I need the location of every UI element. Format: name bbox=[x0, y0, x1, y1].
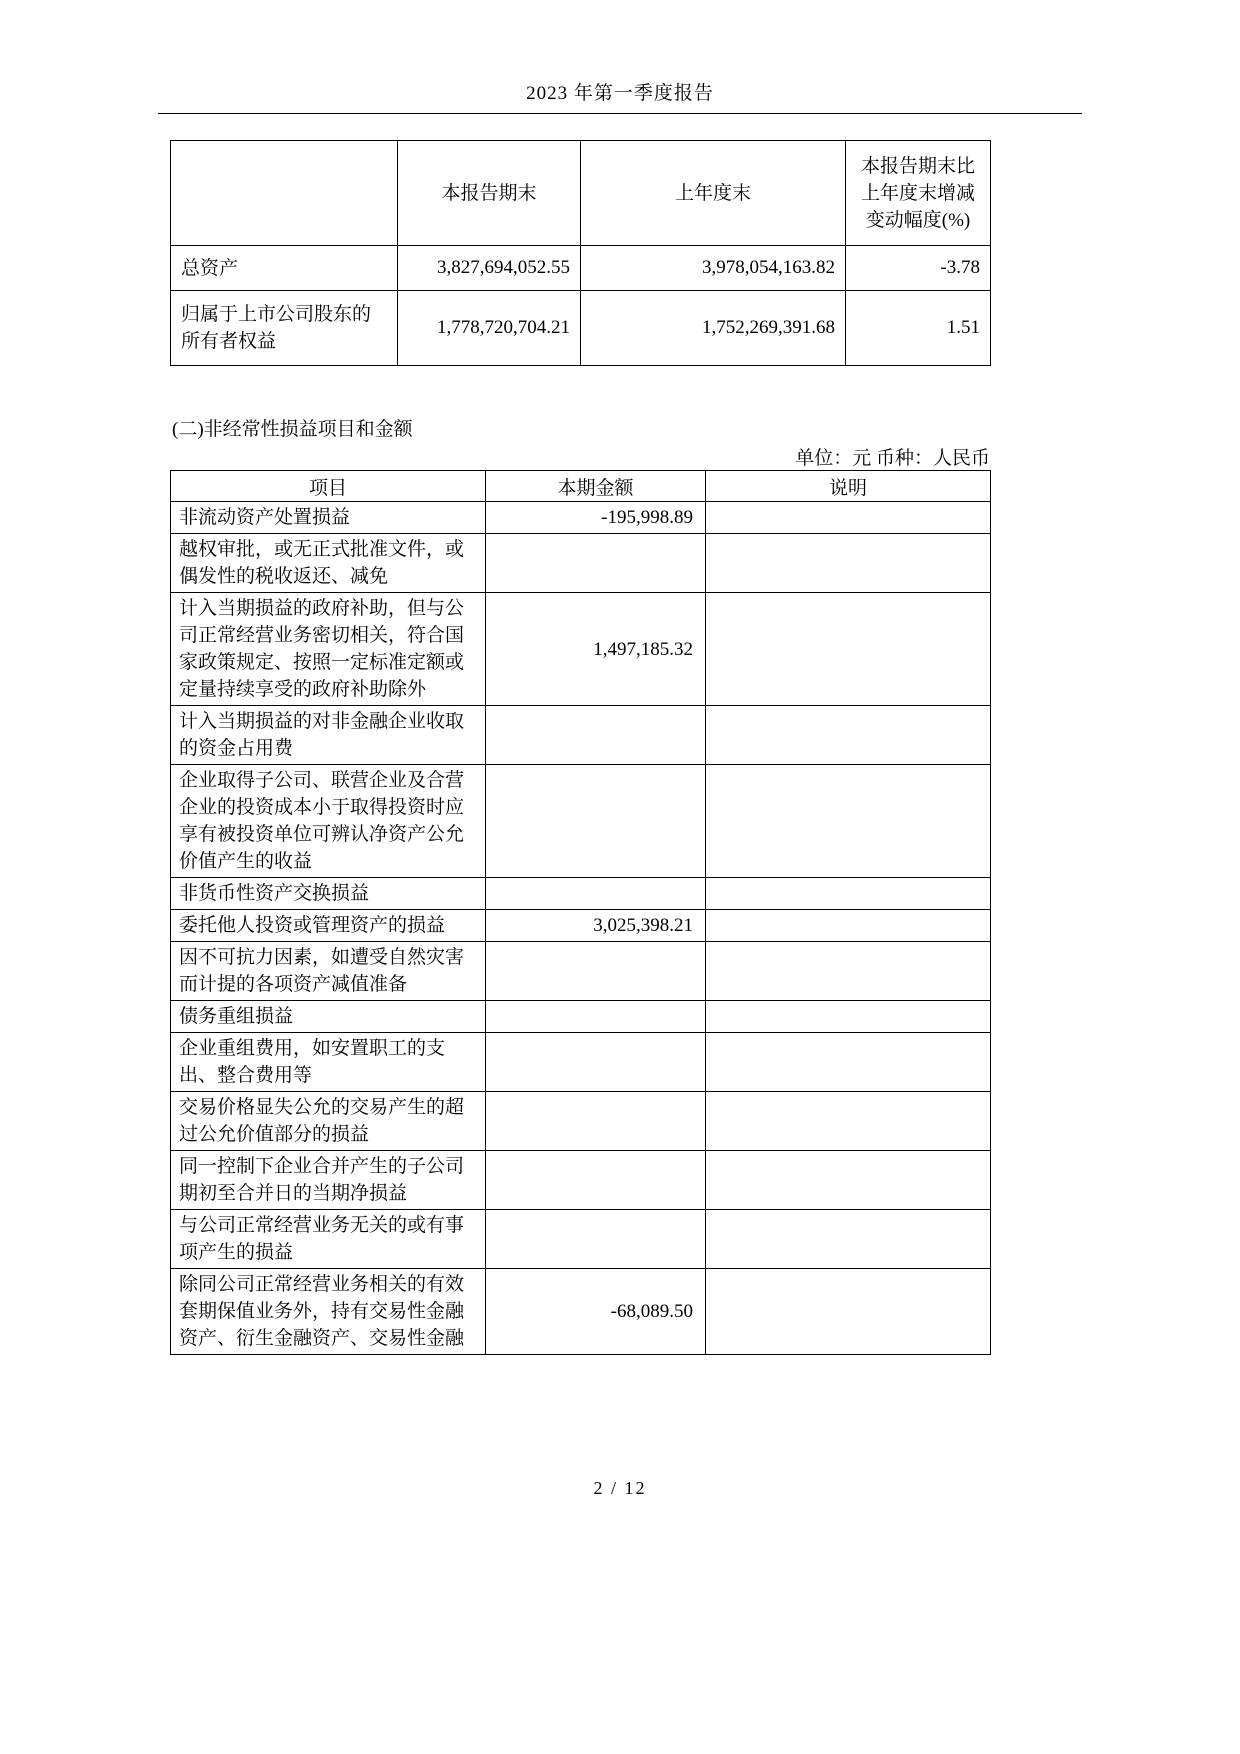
table-row bbox=[171, 1269, 991, 1355]
table-row bbox=[171, 1151, 991, 1210]
summary-col-header-change-pct: 本报告期末比上年度末增减变动幅度(%) bbox=[846, 141, 991, 246]
prior-year-value: 1,752,269,391.68 bbox=[581, 291, 846, 366]
note-cell bbox=[706, 1033, 991, 1092]
note-cell bbox=[706, 1210, 991, 1269]
prior-year-value: 3,978,054,163.82 bbox=[581, 246, 846, 291]
item-cell: 除同公司正常经营业务相关的有效套期保值业务外，持有交易性金融资产、衍生金融资产、交易性金融 bbox=[171, 1269, 486, 1355]
amount-cell bbox=[486, 942, 706, 1001]
note-cell bbox=[706, 534, 991, 593]
current-period-value: 1,778,720,704.21 bbox=[398, 291, 581, 366]
table-row bbox=[171, 246, 991, 291]
item-cell: 计入当期损益的对非金融企业收取的资金占用费 bbox=[171, 706, 486, 765]
amount-cell: -68,089.50 bbox=[486, 1269, 706, 1355]
page-number: 2 / 12 bbox=[593, 1478, 647, 1498]
note-cell bbox=[706, 1092, 991, 1151]
note-cell bbox=[706, 910, 991, 942]
table-row bbox=[171, 593, 991, 706]
unit-currency-note: 单位：元 币种：人民币 bbox=[795, 448, 990, 469]
summary-table bbox=[170, 140, 991, 366]
row-label: 归属于上市公司股东的所有者权益 bbox=[171, 291, 398, 366]
note-cell bbox=[706, 1001, 991, 1033]
note-cell bbox=[706, 593, 991, 706]
non-recurring-items-table bbox=[170, 470, 991, 1355]
table-row bbox=[171, 502, 991, 534]
amount-cell bbox=[486, 1001, 706, 1033]
item-cell: 非货币性资产交换损益 bbox=[171, 878, 486, 910]
summary-col-header-blank bbox=[171, 141, 398, 246]
note-cell bbox=[706, 1151, 991, 1210]
report-title: 2023 年第一季度报告 bbox=[158, 78, 1082, 114]
amount-cell bbox=[486, 534, 706, 593]
summary-header-row bbox=[171, 141, 991, 246]
amount-cell bbox=[486, 706, 706, 765]
items-col-header-amount: 本期金额 bbox=[486, 471, 706, 502]
items-col-header-item: 项目 bbox=[171, 471, 486, 502]
change-pct-value: 1.51 bbox=[846, 291, 991, 366]
amount-cell bbox=[486, 1092, 706, 1151]
summary-col-header-prior-year: 上年度末 bbox=[581, 141, 846, 246]
item-cell: 企业重组费用，如安置职工的支出、整合费用等 bbox=[171, 1033, 486, 1092]
table-row bbox=[171, 534, 991, 593]
note-cell bbox=[706, 878, 991, 910]
change-pct-value: -3.78 bbox=[846, 246, 991, 291]
table-row bbox=[171, 291, 991, 366]
note-cell bbox=[706, 942, 991, 1001]
current-period-value: 3,827,694,052.55 bbox=[398, 246, 581, 291]
amount-cell bbox=[486, 765, 706, 878]
table-row bbox=[171, 910, 991, 942]
section-title: (二)非经常性损益项目和金额 bbox=[172, 419, 413, 440]
amount-cell: 1,497,185.32 bbox=[486, 593, 706, 706]
items-col-header-note: 说明 bbox=[706, 471, 991, 502]
item-cell: 计入当期损益的政府补助，但与公司正常经营业务密切相关，符合国家政策规定、按照一定标准定额或定量持续享受的政府补助除外 bbox=[171, 593, 486, 706]
row-label: 总资产 bbox=[171, 246, 398, 291]
note-cell bbox=[706, 706, 991, 765]
item-cell: 交易价格显失公允的交易产生的超过公允价值部分的损益 bbox=[171, 1092, 486, 1151]
table-row bbox=[171, 1001, 991, 1033]
table-row bbox=[171, 1210, 991, 1269]
table-row bbox=[171, 942, 991, 1001]
amount-cell: -195,998.89 bbox=[486, 502, 706, 534]
item-cell: 委托他人投资或管理资产的损益 bbox=[171, 910, 486, 942]
amount-cell bbox=[486, 878, 706, 910]
table-row bbox=[171, 706, 991, 765]
amount-cell bbox=[486, 1033, 706, 1092]
item-cell: 越权审批，或无正式批准文件，或偶发性的税收返还、减免 bbox=[171, 534, 486, 593]
item-cell: 同一控制下企业合并产生的子公司期初至合并日的当期净损益 bbox=[171, 1151, 486, 1210]
note-cell bbox=[706, 765, 991, 878]
amount-cell bbox=[486, 1151, 706, 1210]
note-cell bbox=[706, 502, 991, 534]
table-row bbox=[171, 878, 991, 910]
table-row bbox=[171, 1033, 991, 1092]
summary-col-header-current-period: 本报告期末 bbox=[398, 141, 581, 246]
item-cell: 因不可抗力因素，如遭受自然灾害而计提的各项资产减值准备 bbox=[171, 942, 486, 1001]
item-cell: 非流动资产处置损益 bbox=[171, 502, 486, 534]
amount-cell bbox=[486, 1210, 706, 1269]
table-row bbox=[171, 765, 991, 878]
item-cell: 企业取得子公司、联营企业及合营企业的投资成本小于取得投资时应享有被投资单位可辨认净资产公允价值产生的收益 bbox=[171, 765, 486, 878]
note-cell bbox=[706, 1269, 991, 1355]
item-cell: 与公司正常经营业务无关的或有事项产生的损益 bbox=[171, 1210, 486, 1269]
amount-cell: 3,025,398.21 bbox=[486, 910, 706, 942]
item-cell: 债务重组损益 bbox=[171, 1001, 486, 1033]
table-row bbox=[171, 1092, 991, 1151]
items-header-row bbox=[171, 471, 991, 502]
